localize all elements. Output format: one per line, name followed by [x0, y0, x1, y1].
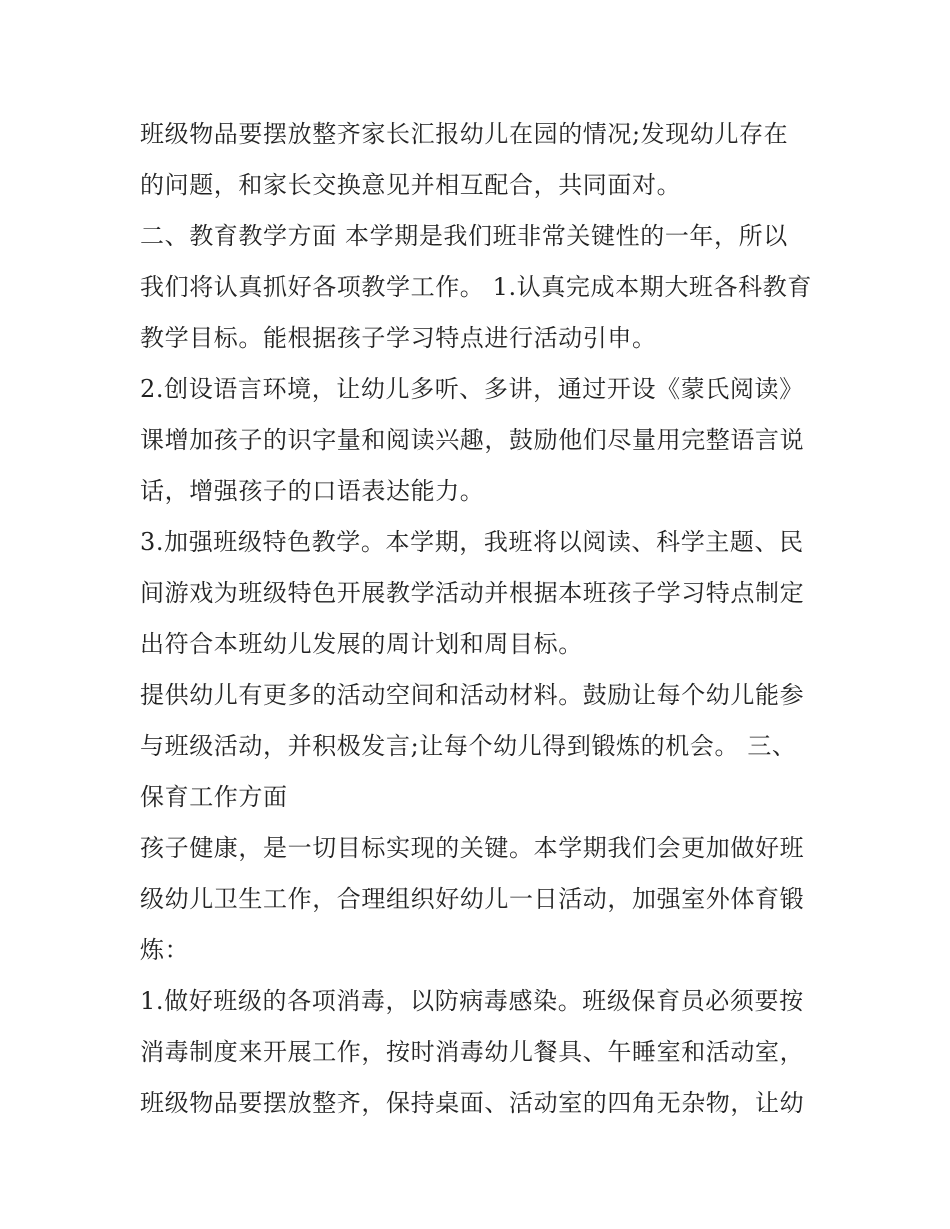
text-line: 孩子健康，是一切目标实现的关键。本学期我们会更加做好班: [140, 834, 805, 862]
text-line: 2.创设语言环境，让幼儿多听、多讲，通过开设《蒙氏阅读》: [140, 375, 804, 403]
text-line: 教学目标。能根据孩子学习特点进行活动引申。: [140, 324, 657, 352]
text-line: 3.加强班级特色教学。本学期，我班将以阅读、科学主题、民: [140, 528, 804, 556]
text-line: 的问题，和家长交换意见并相互配合，共同面对。: [140, 171, 682, 199]
text-line: 课增加孩子的识字量和阅读兴趣，鼓励他们尽量用完整语言说: [140, 426, 805, 454]
text-line: 消毒制度来开展工作，按时消毒幼儿餐具、午睡室和活动室，: [140, 1038, 805, 1066]
text-line: 间游戏为班级特色开展教学活动并根据本班孩子学习特点制定: [140, 579, 805, 607]
text-line: 话，增强孩子的口语表达能力。: [140, 477, 485, 505]
text-line: 班级物品要摆放整齐家长汇报幼儿在园的情况;发现幼儿存在: [140, 120, 789, 148]
text-line: 提供幼儿有更多的活动空间和活动材料。鼓励让每个幼儿能参: [140, 681, 805, 709]
text-line: 班级物品要摆放整齐，保持桌面、活动室的四角无杂物，让幼: [140, 1089, 805, 1117]
text-line: 1.做好班级的各项消毒，以防病毒感染。班级保育员必须要按: [140, 987, 804, 1015]
text-line: 我们将认真抓好各项教学工作。 1.认真完成本期大班各科教育: [140, 273, 812, 301]
text-line: 二、教育教学方面 本学期是我们班非常关键性的一年，所以: [140, 222, 788, 250]
text-line: 保育工作方面: [140, 783, 288, 811]
text-line: 炼：: [140, 936, 190, 964]
text-line: 出符合本班幼儿发展的周计划和周目标。: [140, 630, 583, 658]
text-line: 级幼儿卫生工作，合理组织好幼儿一日活动，加强室外体育锻: [140, 885, 805, 913]
document-body: [140, 109, 820, 1129]
text-line: 与班级活动，并积极发言;让每个幼儿得到锻炼的机会。 三、: [140, 732, 797, 760]
